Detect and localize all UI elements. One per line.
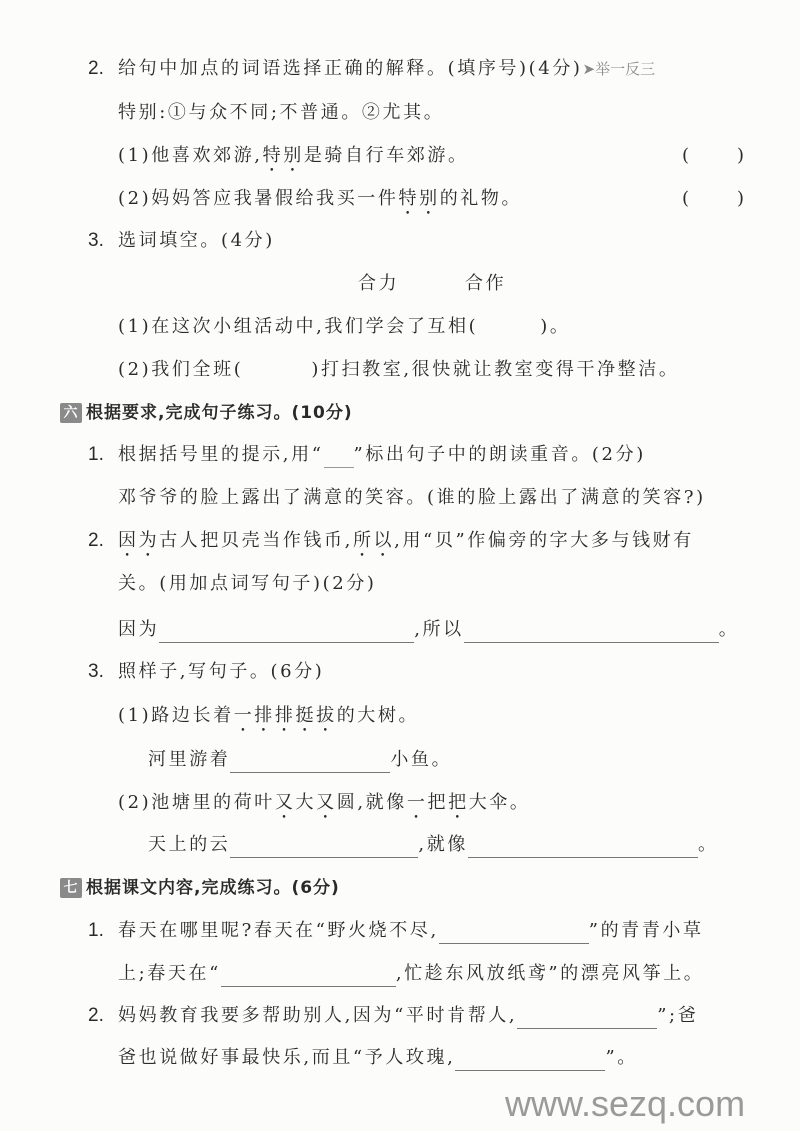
s6-q2 — [88, 528, 694, 561]
dotted-word: 又 — [274, 792, 296, 813]
t: )。 — [540, 316, 571, 337]
q3-sentence-2 — [118, 357, 679, 383]
q-text: 给句中加点的词语选择正确的解释。(填序号)(4分) — [118, 58, 583, 79]
section-badge: 六 — [60, 403, 82, 423]
dotted-word: 特别 — [398, 188, 440, 209]
dotted-word: 一排排挺拔 — [233, 705, 337, 726]
dotted-word: 又 — [316, 792, 337, 813]
t: 因为 — [118, 619, 160, 640]
q-number: 2. — [88, 58, 104, 79]
t: 关。(用加点词写句子)(2分) — [118, 573, 377, 594]
watermark: www.sezq.com — [505, 1083, 746, 1124]
q-number: 2. — [88, 530, 104, 551]
tag-label: ➤举一反三 — [582, 61, 656, 78]
t: 是骑自行车郊游。 — [303, 145, 469, 166]
example-1 — [118, 703, 419, 736]
t: 照样子,写句子。(6分) — [118, 661, 325, 682]
s6-q2-answer — [118, 617, 739, 643]
answer-blank[interactable] — [517, 1008, 657, 1029]
t: ,用“贝”作偏旁的字大多与钱财有 — [394, 530, 694, 551]
dotted-word: 因为 — [118, 530, 160, 551]
t: ”的青青小草 — [588, 920, 704, 941]
answer-paren-close: ) — [737, 145, 745, 166]
t: )打扫教室,很快就让教室变得干净整洁。 — [311, 359, 680, 380]
t: 的大树。 — [336, 705, 420, 726]
t: 小鱼。 — [390, 749, 453, 770]
s7-q1-cont — [118, 961, 704, 987]
t: 大 — [295, 792, 317, 813]
t: 古人把贝壳当作钱币, — [159, 530, 353, 551]
section-title: 根据要求,完成句子练习。(10分) — [86, 403, 353, 423]
section-title: 根据课文内容,完成练习。(6分) — [86, 878, 340, 898]
q-text: 选词填空。(4分) — [118, 230, 275, 251]
section-7-heading — [60, 875, 340, 901]
t: 上;春天在“ — [118, 963, 221, 984]
answer-blank[interactable] — [221, 966, 396, 987]
t: (2)池塘里的荷叶 — [118, 792, 275, 813]
dotted-word: 特别 — [262, 145, 304, 166]
q3-sentence-1 — [118, 314, 570, 340]
q-number: 1. — [88, 920, 104, 941]
t: 的礼物。 — [439, 188, 523, 209]
q2-title — [88, 56, 655, 83]
answer-paren-open: ( — [682, 188, 690, 209]
t: ”标出句子中的朗读重音。(2分) — [353, 444, 646, 465]
s7-q2-cont — [118, 1045, 638, 1071]
fill-2 — [148, 832, 719, 858]
t: ”。 — [605, 1047, 638, 1068]
word-option-1: 合力 — [358, 273, 400, 294]
t: ,就像 — [418, 834, 468, 855]
t: 根据括号里的提示,用“ — [118, 444, 324, 465]
s7-q2 — [88, 1003, 698, 1029]
t: ”;爸 — [657, 1005, 699, 1026]
answer-paren-open: ( — [682, 145, 690, 166]
underline-sample — [324, 447, 354, 468]
t: (2)我们全班( — [118, 359, 244, 380]
answer-paren-close: ) — [737, 188, 745, 209]
s6-q1 — [88, 442, 646, 468]
t: (1)在这次小组活动中,我们学会了互相( — [118, 316, 479, 337]
q-number: 3. — [88, 661, 104, 682]
definition: 特别:①与众不同;不普通。②尤其。 — [118, 102, 445, 123]
t: 爸也说做好事最快乐,而且“予人玫瑰, — [118, 1047, 456, 1068]
answer-blank[interactable] — [464, 622, 719, 643]
q-number: 3. — [88, 230, 104, 251]
answer-blank[interactable] — [230, 752, 390, 773]
answer-blank[interactable] — [455, 1050, 605, 1071]
q2-sentence-1 — [118, 143, 469, 176]
answer-blank[interactable] — [439, 923, 589, 944]
dotted-word: 所以 — [352, 530, 395, 551]
t: ,所以 — [414, 619, 464, 640]
answer-blank[interactable] — [468, 837, 698, 858]
t: 把 — [427, 792, 449, 813]
t: 。 — [718, 619, 740, 640]
q-number: 1. — [88, 444, 104, 465]
word-option-2: 合作 — [465, 273, 507, 294]
example-2 — [118, 790, 531, 823]
s6-q3 — [88, 659, 324, 685]
s7-q1 — [88, 918, 704, 944]
q2-sentence-2 — [118, 186, 522, 219]
t: 。 — [697, 834, 719, 855]
answer-blank[interactable] — [230, 837, 418, 858]
t: 大伞。 — [468, 792, 531, 813]
t: 妈妈教育我要多帮助别人,因为“平时肯帮人, — [118, 1005, 518, 1026]
t: (2)妈妈答应我暑假给我买一件 — [118, 188, 399, 209]
dotted-word: 把 — [448, 792, 469, 813]
t: (1)路边长着 — [118, 705, 234, 726]
t: 春天在哪里呢?春天在“野火烧不尽, — [118, 920, 439, 941]
sentence: 邓爷爷的脸上露出了满意的笑容。(谁的脸上露出了满意的笑容?) — [118, 487, 706, 508]
t: (1)他喜欢郊游, — [118, 145, 263, 166]
t: 天上的云 — [148, 834, 231, 855]
t: ,忙趁东风放纸鸢”的漂亮风筝上。 — [395, 963, 705, 984]
section-6-heading — [60, 400, 353, 426]
t: 河里游着 — [148, 749, 231, 770]
dotted-word: 一 — [406, 792, 428, 813]
t: 圆,就像 — [336, 792, 407, 813]
q-number: 2. — [88, 1005, 104, 1026]
q3-title — [88, 228, 275, 254]
fill-1 — [148, 747, 452, 773]
answer-blank[interactable] — [159, 622, 414, 643]
section-badge: 七 — [60, 878, 82, 898]
